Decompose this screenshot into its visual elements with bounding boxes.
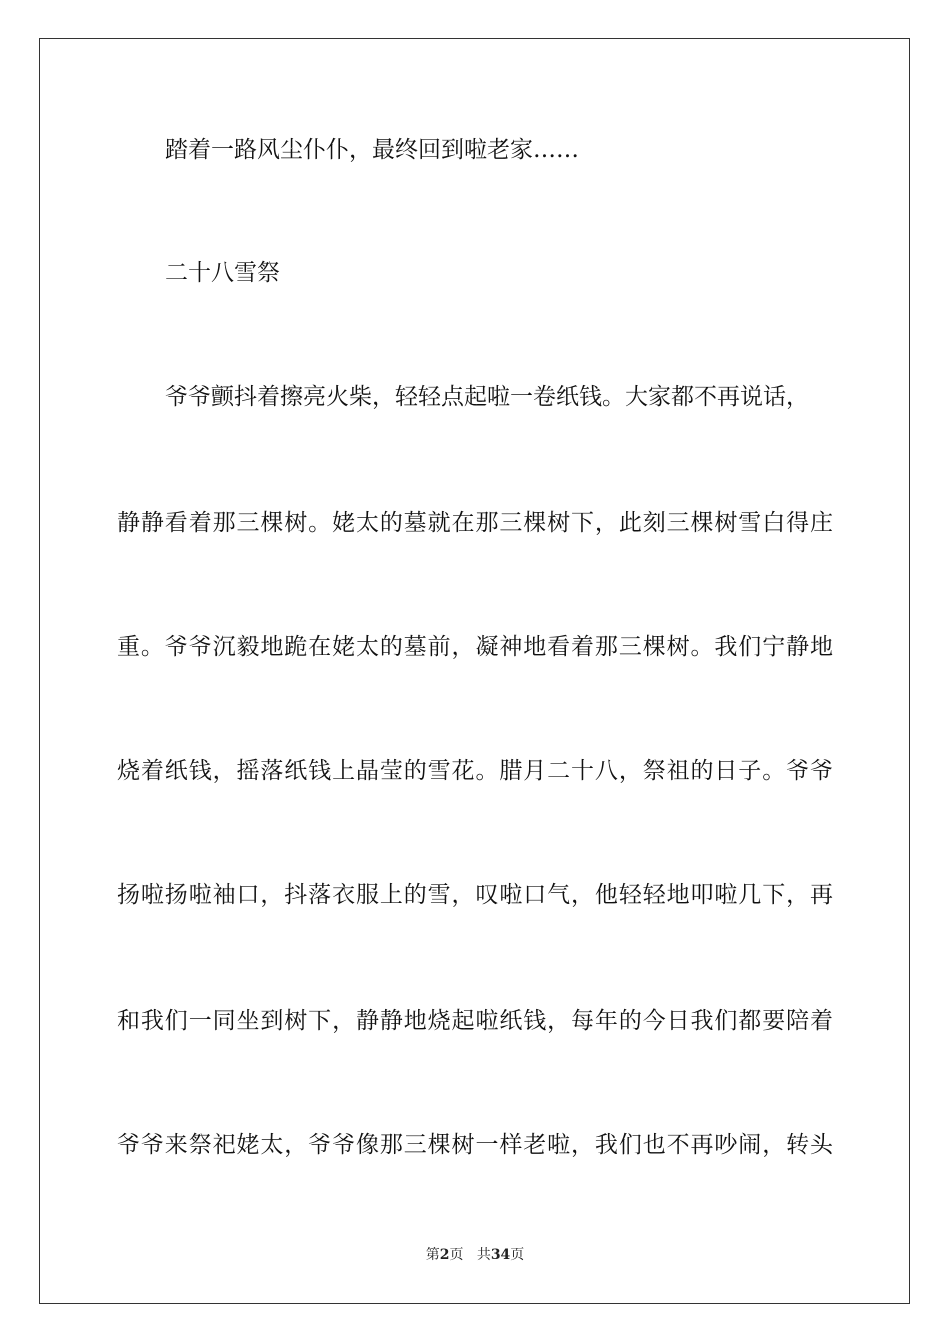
text-line-1: 踏着一路风尘仆仆，最终回到啦老家…… <box>165 137 579 163</box>
page-number: 2 <box>439 1247 450 1263</box>
text-line-7: 扬啦扬啦袖口，抖落衣服上的雪，叹啦口气，他轻轻地叩啦几下，再 <box>117 882 833 908</box>
page-footer <box>0 1246 950 1264</box>
total-prefix: 共 <box>476 1247 491 1263</box>
text-line-9: 爷爷来祭祀姥太，爷爷像那三棵树一样老啦，我们也不再吵闹，转头 <box>117 1132 833 1158</box>
page-prefix: 第 <box>425 1247 440 1263</box>
text-line-4: 静静看着那三棵树。姥太的墓就在那三棵树下，此刻三棵树雪白得庄 <box>117 510 833 536</box>
text-line-8: 和我们一同坐到树下，静静地烧起啦纸钱，每年的今日我们都要陪着 <box>117 1008 833 1034</box>
total-suffix: 页 <box>510 1247 525 1263</box>
text-line-6: 烧着纸钱，摇落纸钱上晶莹的雪花。腊月二十八，祭祖的日子。爷爷 <box>117 758 833 784</box>
section-heading: 二十八雪祭 <box>165 260 280 286</box>
page-suffix: 页 <box>449 1247 464 1263</box>
text-line-3: 爷爷颤抖着擦亮火柴，轻轻点起啦一卷纸钱。大家都不再说话， <box>165 384 809 410</box>
page-border <box>39 38 910 1304</box>
total-pages: 34 <box>490 1247 511 1263</box>
text-line-5: 重。爷爷沉毅地跪在姥太的墓前，凝神地看着那三棵树。我们宁静地 <box>117 634 833 660</box>
